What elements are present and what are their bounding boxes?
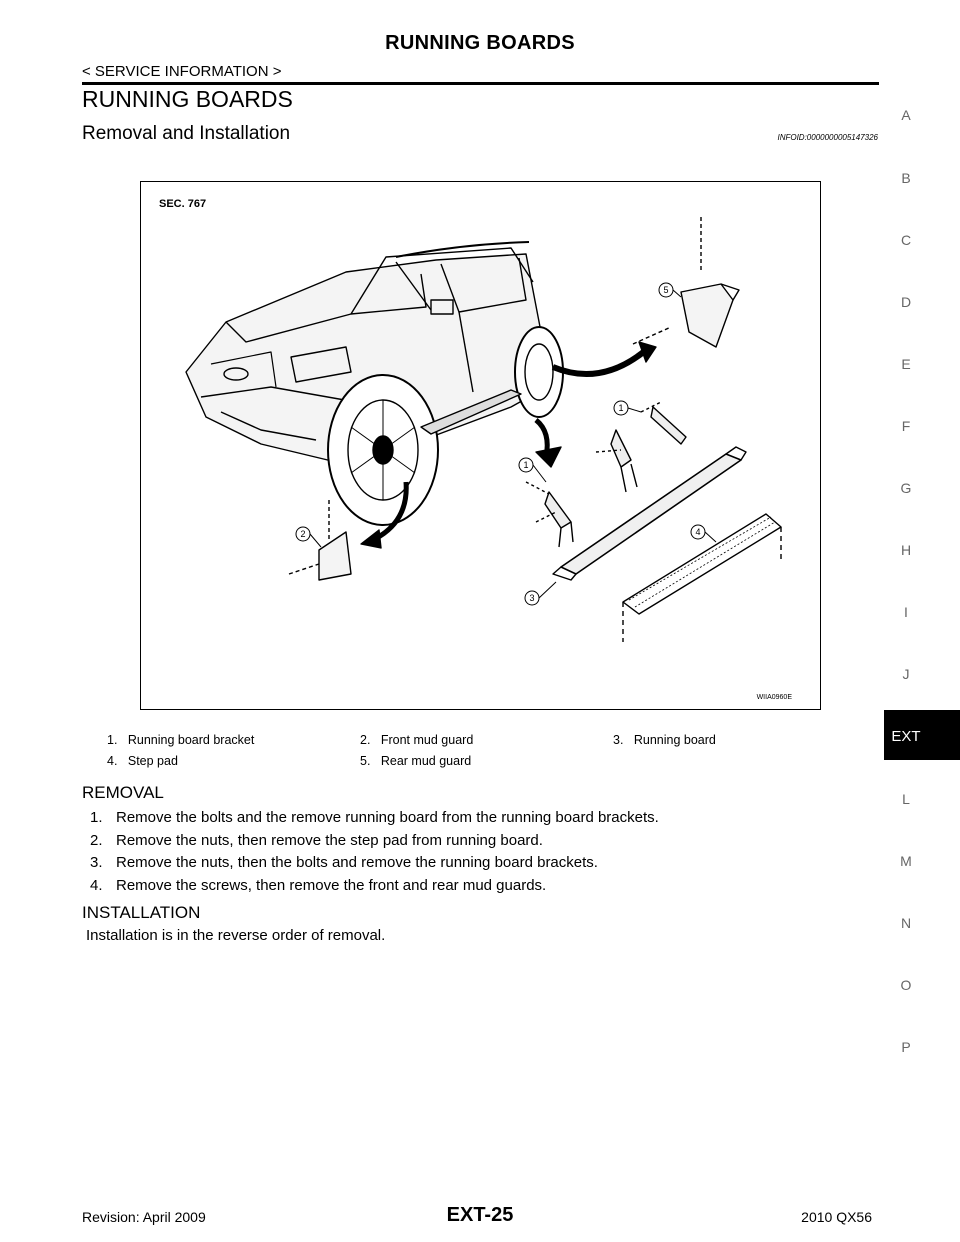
info-id: INFOID:0000000005147326 xyxy=(777,133,878,142)
callout-5: 5 xyxy=(663,285,669,295)
tab-l[interactable]: L xyxy=(902,791,910,807)
figure-code: WIIA0960E xyxy=(756,694,792,701)
footer-revision: Revision: April 2009 xyxy=(82,1209,206,1225)
callout-3: 3 xyxy=(529,593,535,603)
section-index-tabs xyxy=(884,0,960,1242)
footer-model: 2010 QX56 xyxy=(801,1209,872,1225)
tab-c[interactable]: C xyxy=(900,232,912,248)
legend-item: 2. Front mud guard xyxy=(360,733,474,747)
tab-f[interactable]: F xyxy=(901,418,911,434)
front-mud-guard-part xyxy=(289,500,351,580)
tab-g[interactable]: G xyxy=(900,480,912,496)
legend-item: 5. Rear mud guard xyxy=(360,754,472,768)
tab-p[interactable]: P xyxy=(901,1039,911,1055)
tab-i[interactable]: I xyxy=(904,604,908,620)
removal-step: 1. Remove the bolts and the remove running board from the running board brackets. xyxy=(90,809,659,826)
removal-step: 3. Remove the nuts, then the bolts and remove the running board brackets. xyxy=(90,854,598,871)
installation-text: Installation is in the reverse order of removal. xyxy=(86,927,386,944)
header-title: RUNNING BOARDS xyxy=(385,32,575,54)
vehicle-illustration xyxy=(186,242,563,525)
callout-2: 2 xyxy=(300,529,306,539)
header-rule xyxy=(82,82,879,85)
callout-4: 4 xyxy=(695,527,701,537)
tab-h[interactable]: H xyxy=(900,542,912,558)
exploded-diagram xyxy=(140,181,821,710)
tab-e[interactable]: E xyxy=(901,356,911,372)
section-number: SEC. 767 xyxy=(159,198,207,210)
tab-m[interactable]: M xyxy=(900,853,912,869)
tab-d[interactable]: D xyxy=(900,294,912,310)
rear-mud-guard-part xyxy=(633,217,739,347)
tab-a[interactable]: A xyxy=(901,107,911,123)
tab-b[interactable]: B xyxy=(901,170,911,186)
tab-ext-label: EXT xyxy=(891,728,921,745)
diagram-illustration xyxy=(141,182,820,709)
removal-step: 4. Remove the screws, then remove the front and rear mud guards. xyxy=(90,877,547,894)
callout-1b: 1 xyxy=(523,460,529,470)
tab-j[interactable]: J xyxy=(902,666,910,682)
callout-1a: 1 xyxy=(618,403,624,413)
removal-step: 2. Remove the nuts, then remove the step pad from running board. xyxy=(90,832,543,849)
header-section: < SERVICE INFORMATION > xyxy=(82,63,282,80)
legend-item: 4. Step pad xyxy=(107,754,178,768)
step-pad-part xyxy=(623,514,781,642)
tab-n[interactable]: N xyxy=(900,915,912,931)
footer-page-number: EXT-25 xyxy=(446,1204,514,1226)
installation-heading: INSTALLATION xyxy=(82,903,201,922)
legend-item: 3. Running board xyxy=(613,733,716,747)
page-subtitle: Removal and Installation xyxy=(82,123,291,144)
running-board-brackets xyxy=(526,402,686,547)
tab-o[interactable]: O xyxy=(900,977,912,993)
legend-item: 1. Running board bracket xyxy=(107,733,255,747)
removal-heading: REMOVAL xyxy=(82,783,164,802)
page-title: RUNNING BOARDS xyxy=(82,86,293,112)
